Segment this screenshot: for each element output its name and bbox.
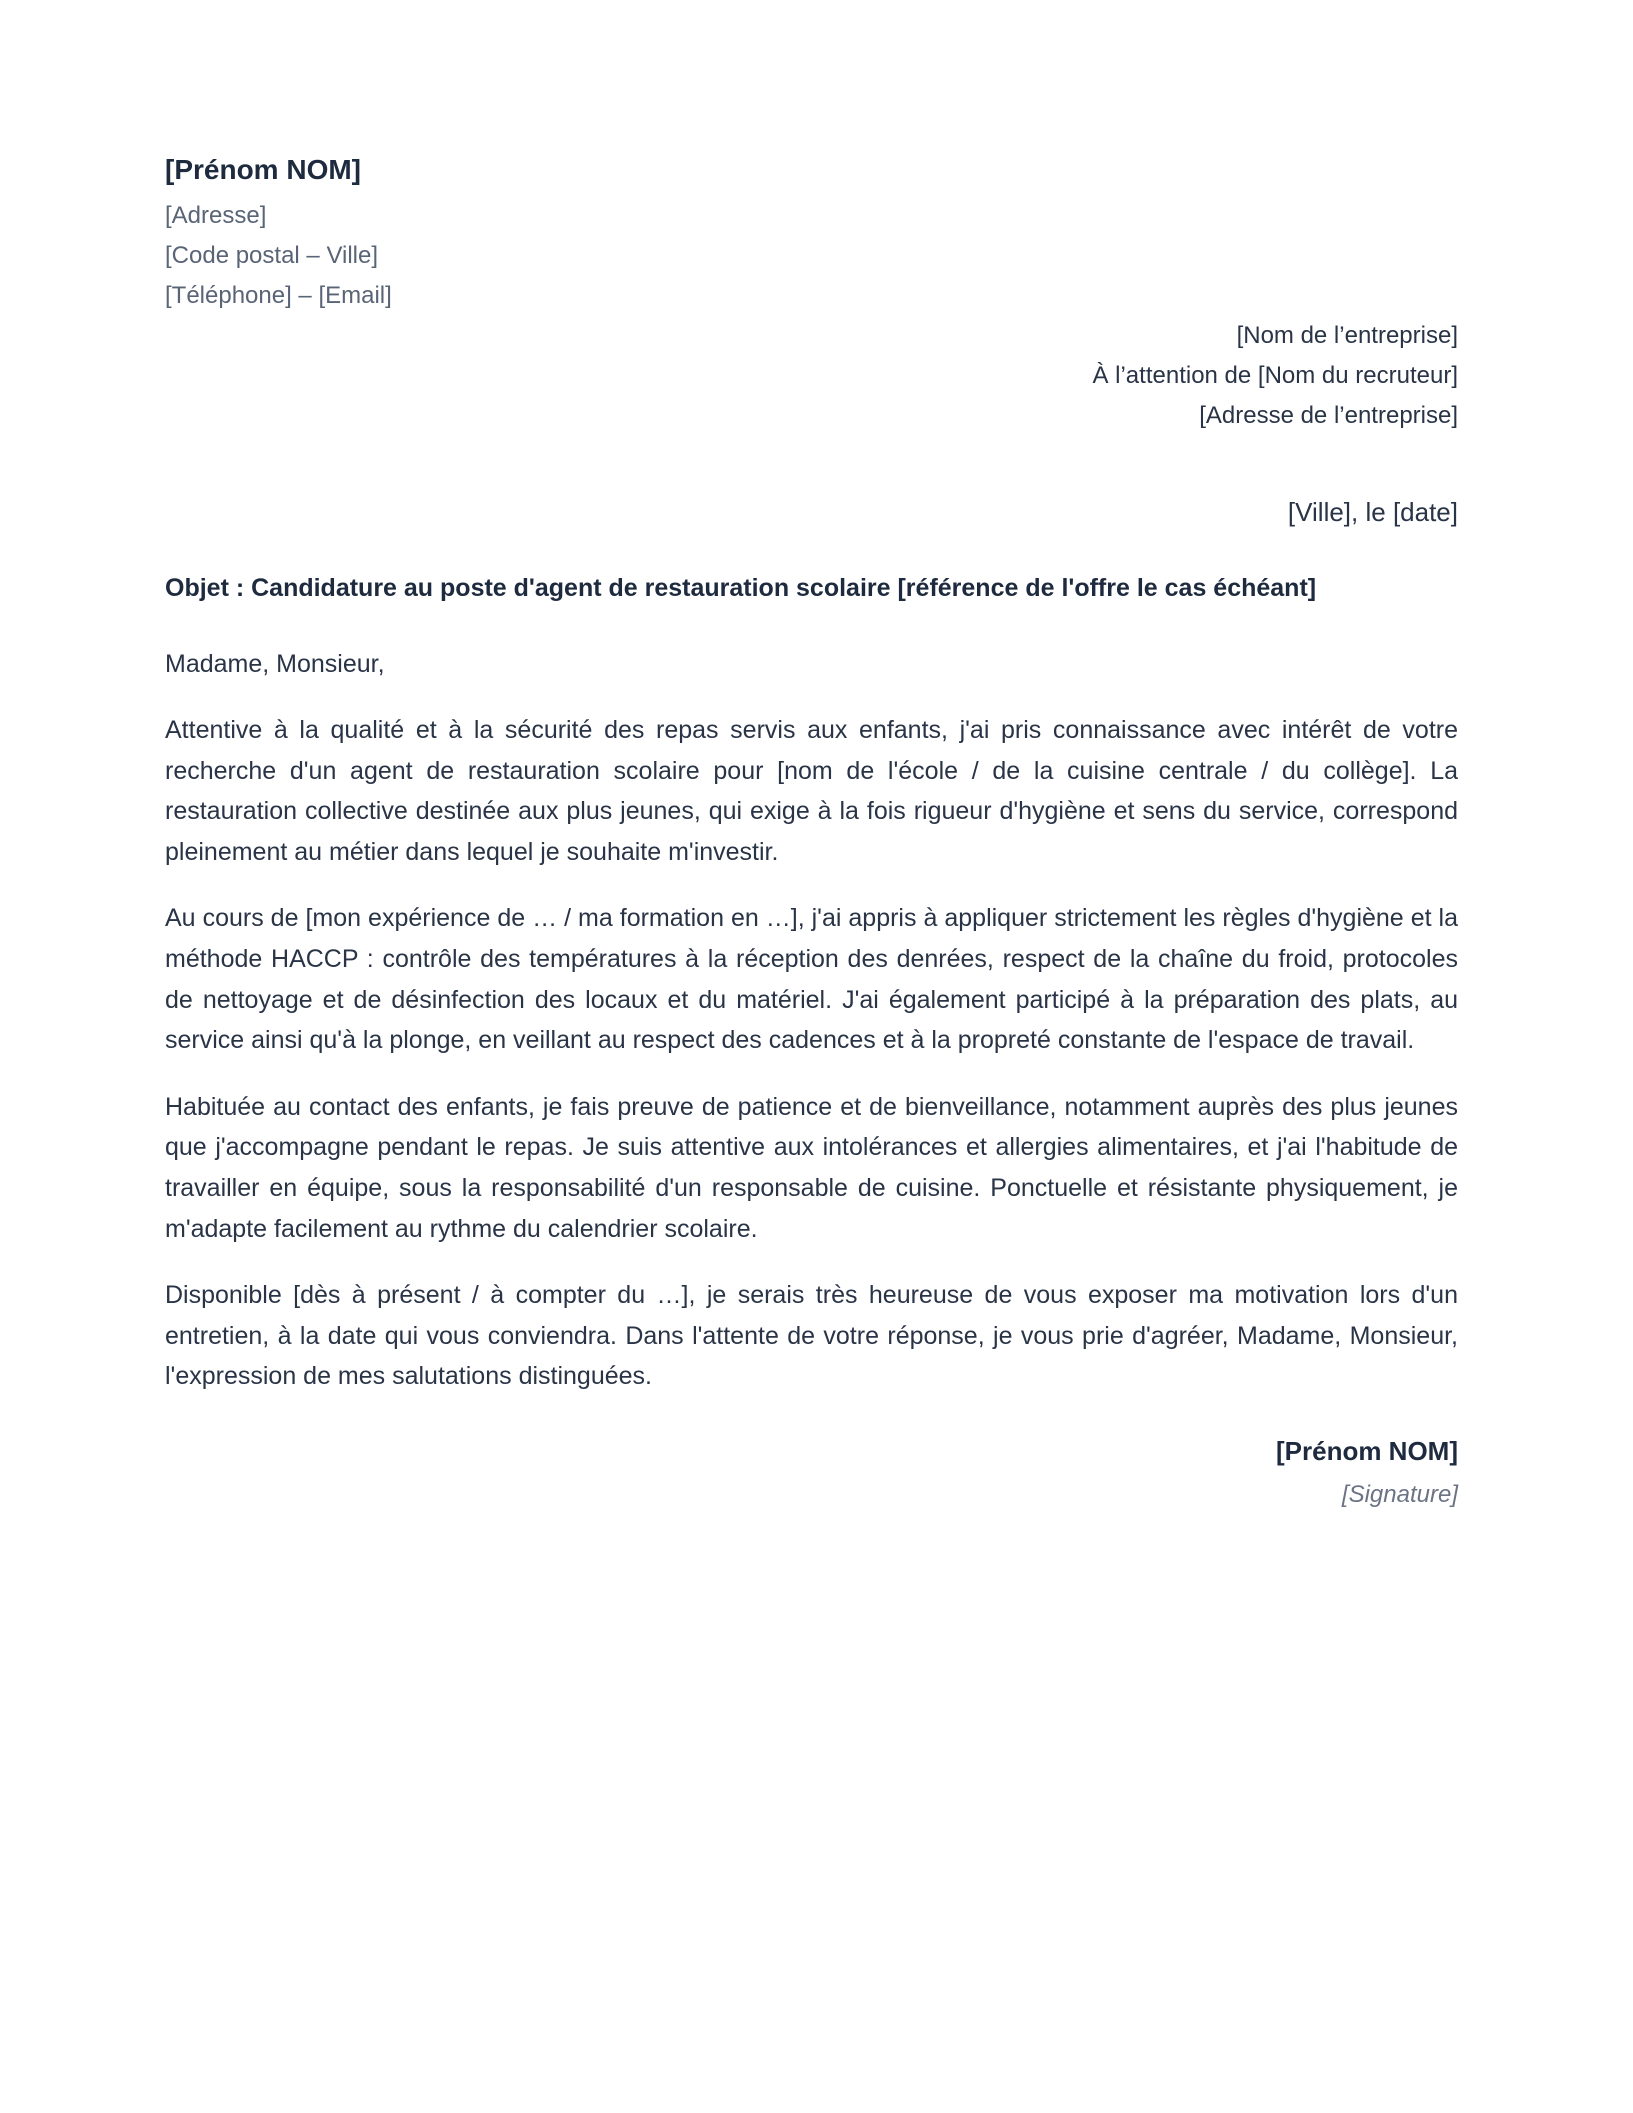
- recipient-block: [165, 316, 1458, 436]
- place-date: [Ville], le [date]: [1287, 497, 1458, 527]
- body-paragraph-4: Disponible [dès à présent / à compter du …], je serais très heureuse de vous exposer ma motivation lors d'un entretien, à la date qui vous conviendra. Dans l'attente de votre réponse, je vous prie d'agréer, Madame, Monsieur, l'expression de mes salutations distinguées.: [165, 1281, 1458, 1391]
- body-paragraph-3: Habituée au contact des enfants, je fais preuve de patience et de bienveillance, notamment auprès des plus jeunes que j'accompagne pendant le repas. Je suis attentive aux intolérances et allergies alimentaires, et j'ai l'habitude de travailler en équipe, sous la responsabilité d'un responsable de cuisine. Ponctuelle et résistante physiquement, je m'adapte facilement au rythme du calendrier scolaire.: [165, 1092, 1458, 1243]
- sender-contact: [Téléphone] – [Email]: [165, 282, 392, 309]
- letter-greeting: Madame, Monsieur,: [165, 650, 385, 678]
- sender-block: [165, 150, 1458, 316]
- recipient-company: [Nom de l’entreprise]: [1236, 322, 1458, 349]
- recipient-address: [Adresse de l’entreprise]: [1199, 402, 1458, 429]
- body-paragraph-1: Attentive à la qualité et à la sécurité des repas servis aux enfants, j'ai pris connaissance avec intérêt de votre recherche d'un agent de restauration scolaire pour [nom de l'école / de la cuisine centrale / du collège]. La restauration collective destinée aux plus jeunes, qui exige à la fois rigueur d'hygiène et sens du service, correspond pleinement au métier dans lequel je souhaite m'investir.: [165, 716, 1458, 866]
- letter-page: [165, 150, 1458, 1515]
- recipient-attention: À l’attention de [Nom du recruteur]: [1092, 362, 1458, 389]
- closing-name: [Prénom NOM]: [1276, 1435, 1458, 1466]
- sender-address: [Adresse]: [165, 202, 267, 229]
- signature-placeholder: [Signature]: [1341, 1480, 1458, 1508]
- sender-postal-city: [Code postal – Ville]: [165, 242, 379, 269]
- sender-name: [Prénom NOM]: [165, 154, 361, 185]
- body-paragraph-2: Au cours de [mon expérience de … / ma formation en …], j'ai appris à appliquer strictement les règles d'hygiène et la méthode HACCP : contrôle des températures à la réception des denrées, respect de la chaîne du froid, protocoles de nettoyage et de désinfection des locaux et du matériel. J'ai également participé à la préparation des plats, au service ainsi qu'à la plonge, en veillant au respect des cadences et à la propreté constante de l'espace de travail.: [165, 904, 1458, 1055]
- letter-subject: Objet : Candidature au poste d'agent de restauration scolaire [référence de l'offre le cas échéant]: [165, 574, 1317, 602]
